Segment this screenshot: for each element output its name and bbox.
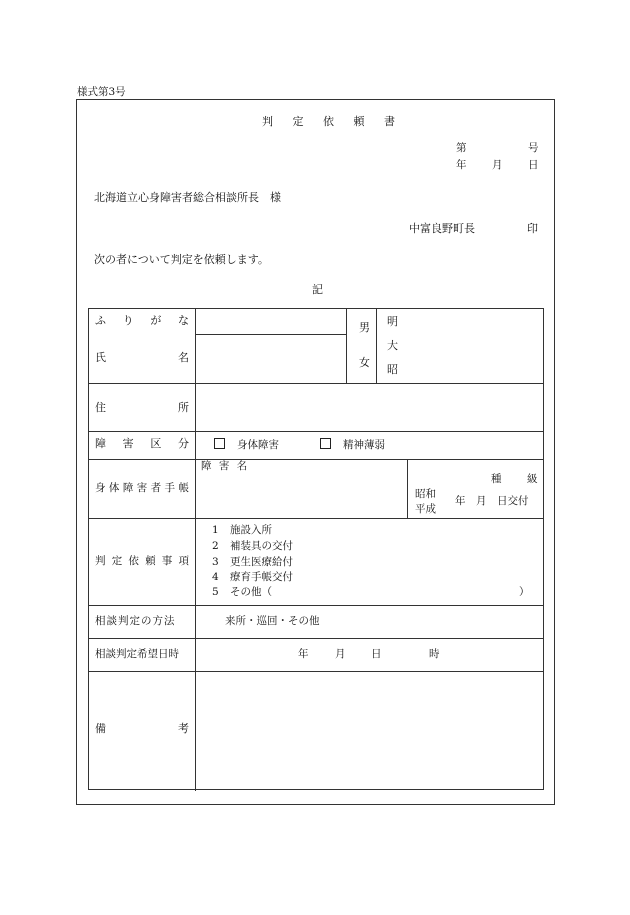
number-suffix: 号 [528,142,539,154]
date-month: 月 [492,159,503,171]
era-showa-handbook: 昭和 [415,488,436,500]
column-divider [346,309,347,383]
column-divider [376,309,377,383]
dt-hour: 時 [429,648,440,660]
sender-name: 中富良野町長 [409,222,475,235]
number-prefix: 第 [456,142,467,154]
date-day: 日 [528,159,539,171]
request-item: 5 その他（ [212,586,272,598]
document-title: 判 定 依 頼 書 [262,115,403,128]
row-divider [89,638,543,639]
row-divider [89,459,543,460]
sex-male: 男 [359,321,370,334]
other-close-paren: ） [519,586,530,598]
row-divider [89,383,543,384]
grade-type: 種 [491,473,502,485]
era-taisho: 大 [387,339,398,352]
date-year: 年 [456,159,467,171]
request-item: 2 補装具の交付 [212,540,293,552]
handbook-label: 身 体 障 害 者 手 帳 [95,482,189,494]
disability-name-label: 障 害 名 [201,460,250,472]
sex-female: 女 [359,356,370,369]
method-value: 来所・巡回・その他 [225,615,320,627]
dt-month: 月 [335,648,346,660]
request-item: 4 療育手帳交付 [212,571,293,583]
option-mental[interactable] [320,438,385,451]
ki-heading: 記 [312,283,323,296]
checkbox-physical[interactable] [214,438,225,449]
dt-day: 日 [371,648,382,660]
issue-date: 年 月 日交付 [455,495,529,507]
request-item: 3 更生医療給付 [212,556,293,568]
desired-datetime-label: 相談判定希望日時 [95,648,179,660]
option-physical[interactable] [214,438,279,451]
grade-level: 級 [527,473,538,485]
request-table [88,308,544,790]
form-number: 様式第3号 [77,86,126,98]
address-label: 住 所 [95,401,189,414]
method-label: 相談判定の方法 [95,615,176,627]
column-divider [407,459,408,518]
request-items-label: 判 定 依 頼 事 項 [95,555,189,567]
row-divider [89,431,543,432]
option-physical-label: 身体障害 [237,439,279,451]
era-heisei: 平成 [415,503,436,515]
disability-category-label: 障 害 区 分 [95,437,189,450]
remarks-label: 備 考 [95,722,189,735]
era-meiji: 明 [387,315,398,328]
dt-year: 年 [298,648,309,660]
row-divider [89,518,543,519]
request-item: 1 施設入所 [212,524,272,536]
era-showa: 昭 [387,363,398,376]
addressee: 北海道立心身障害者総合相談所長 様 [94,191,281,204]
seal-mark: 印 [527,222,538,235]
row-divider [195,334,346,335]
column-divider [195,309,196,791]
name-label: 氏 名 [95,351,189,364]
row-divider [89,671,543,672]
furigana-label: ふ り が な [95,314,189,327]
checkbox-mental[interactable] [320,438,331,449]
option-mental-label: 精神薄弱 [343,439,385,451]
row-divider [89,605,543,606]
intro-text: 次の者について判定を依頼します。 [94,253,269,266]
